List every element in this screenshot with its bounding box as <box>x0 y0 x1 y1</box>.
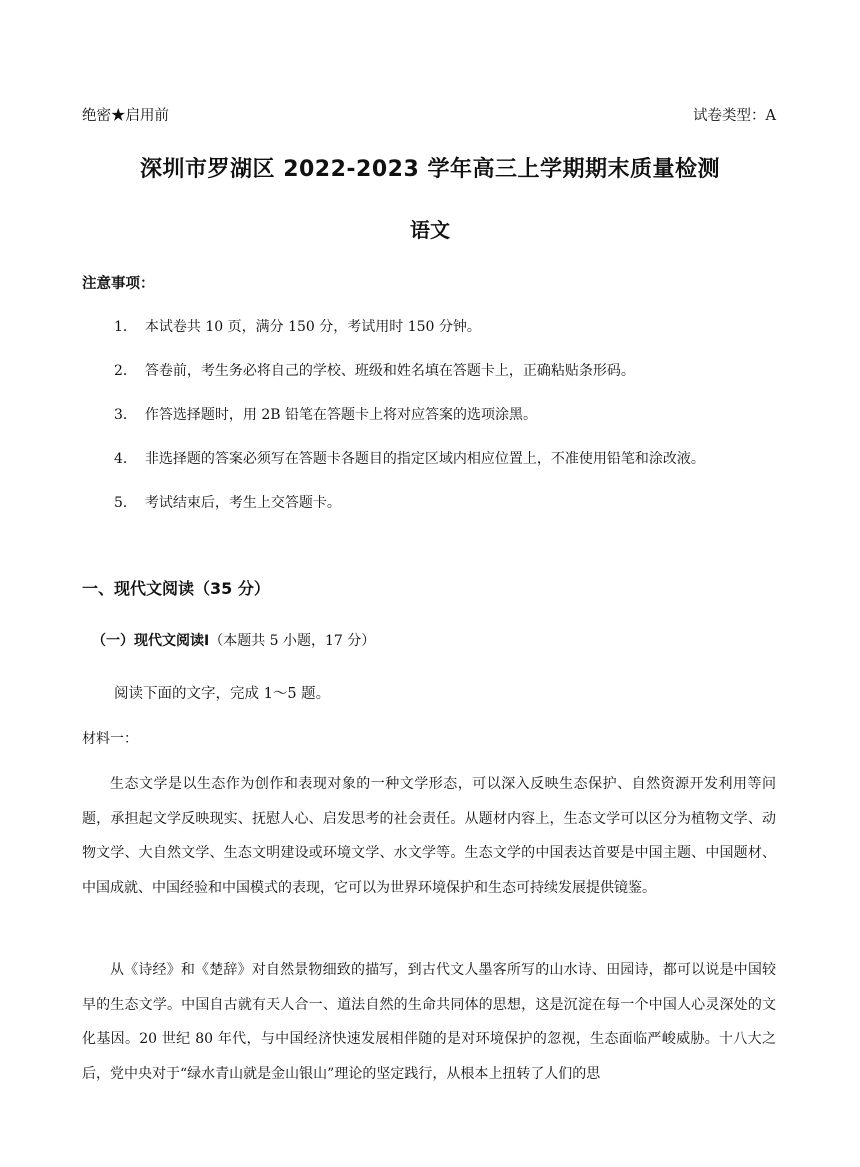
sub-section-title: （一）现代文阅读Ⅰ <box>92 633 210 649</box>
notice-item <box>114 360 635 380</box>
notice-item <box>114 404 537 424</box>
notice-item-text: 本试卷共 10 页，满分 150 分，考试用时 150 分钟。 <box>144 319 481 335</box>
notice-item-number: 3． <box>114 407 137 423</box>
notice-item-number: 5． <box>114 495 137 511</box>
paper-type-label: 试卷类型：A <box>693 108 776 124</box>
exam-title: 深圳市罗湖区 2022-2023 学年高三上学期期末质量检测 <box>140 157 720 182</box>
material-label: 材料一： <box>82 731 138 747</box>
notice-item-text: 答卷前，考生务必将自己的学校、班级和姓名填在答题卡上，正确粘贴条形码。 <box>144 363 635 379</box>
reading-instruction: 阅读下面的文字，完成 1～5 题。 <box>114 686 331 702</box>
notice-heading: 注意事项： <box>82 276 155 292</box>
notice-item <box>114 492 341 512</box>
notice-item-number: 1． <box>114 319 137 335</box>
notice-item-text: 作答选择题时，用 2B 铅笔在答题卡上将对应答案的选项涂黑。 <box>144 407 538 423</box>
confidential-label: 绝密★启用前 <box>82 108 169 124</box>
notice-item-number: 2． <box>114 363 137 379</box>
notice-item-text: 非选择题的答案必须写在答题卡各题目的指定区域内相应位置上，不准使用铅笔和涂改液。 <box>144 451 705 467</box>
material-paragraph: 从《诗经》和《楚辞》对自然景物细致的描写，到古代文人墨客所写的山水诗、田园诗，都可以说是中国较早的生态文学。中国自古就有天人合一、道法自然的生命共同体的思想，这是沉淀在每一个中国人心灵深处的文化基因。20 世纪 80 年代，与中国经济快速发展相伴随的是对环境保护的忽视，生态面临严峻威胁。十八大之后，党中央对于“绿水青山就是金山银山”理论的坚定践行，从根本上扭转了人们的思 <box>82 962 776 1082</box>
section-heading: 一、现代文阅读（35 分） <box>82 579 270 598</box>
subject-title: 语文 <box>410 218 450 242</box>
sub-section-heading <box>92 630 375 650</box>
notice-item <box>114 316 481 336</box>
notice-item-text: 考试结束后，考生上交答题卡。 <box>144 495 341 511</box>
notice-item <box>114 448 705 468</box>
notice-item-number: 4． <box>114 451 137 467</box>
sub-section-note: （本题共 5 小题，17 分） <box>209 633 376 649</box>
material-paragraph: 生态文学是以生态作为创作和表现对象的一种文学形态，可以深入反映生态保护、自然资源开发利用等问题，承担起文学反映现实、抚慰人心、启发思考的社会责任。从题材内容上，生态文学可以区分为植物文学、动物文学、大自然文学、生态文明建设或环境文学、水文学等。生态文学的中国表达首要是中国主题、中国题材、中国成就、中国经验和中国模式的表现，它可以为世界环境保护和生态可持续发展提供镜鉴。 <box>82 776 776 896</box>
